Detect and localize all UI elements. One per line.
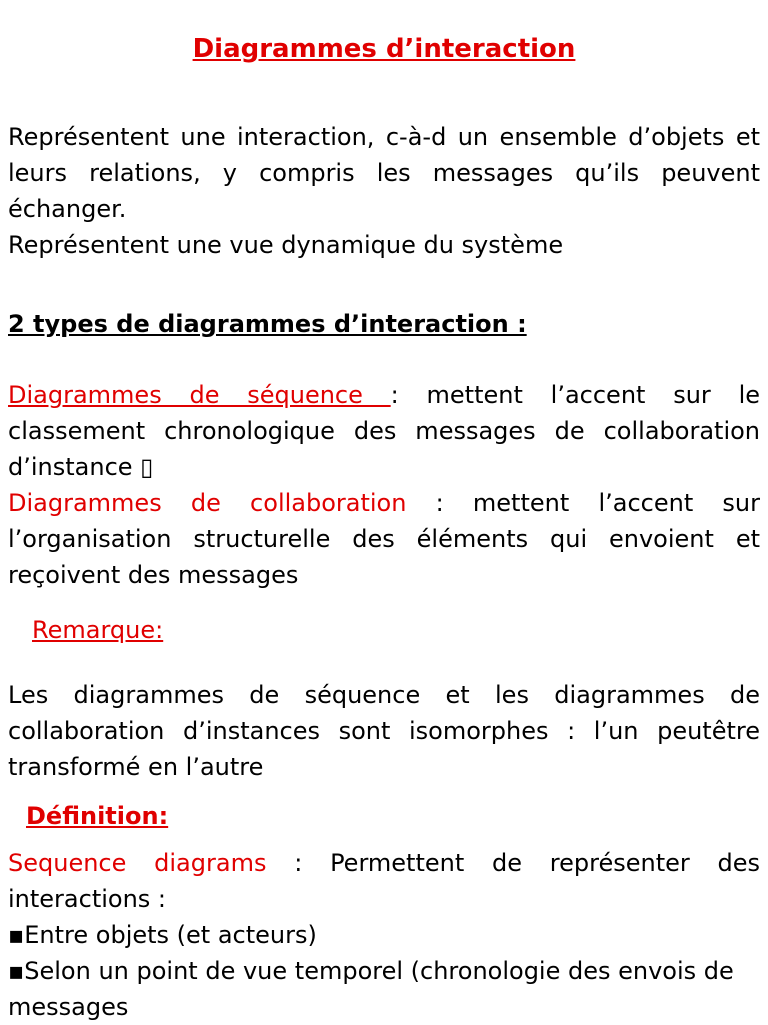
intro-section <box>8 119 760 263</box>
definition-term: Sequence diagrams <box>8 849 267 877</box>
bullet-square-icon: ▪ <box>8 921 25 949</box>
remarque-heading: Remarque: <box>32 616 164 644</box>
collaboration-term: Diagrammes de collaboration <box>8 489 407 517</box>
types-section <box>8 377 760 593</box>
list-item <box>8 953 760 1025</box>
types-heading: 2 types de diagrammes d’interaction : <box>8 310 527 338</box>
bullet-text: Selon un point de vue temporel (chronologie des envois de messages <box>8 957 734 1021</box>
intro-paragraph-dynamic: Représentent une vue dynamique du système <box>8 231 564 259</box>
list-item <box>8 917 760 953</box>
bullet-text: Entre objets (et acteurs) <box>24 921 317 949</box>
intro-paragraph: Représentent une interaction, c-à-d un ensemble d’objets et leurs relations, y compris les messages qu’ils peuvent échanger. <box>8 123 760 223</box>
remarque-text: Les diagrammes de séquence et les diagrammes de collaboration d’instances sont isomorphes : l’un peutêtre transformé en l’autre <box>8 681 760 781</box>
definition-section <box>8 845 760 1025</box>
collaboration-description: : mettent l’accent sur l’organisation structurelle des éléments qui envoient et reçoivent des messages <box>8 489 760 589</box>
bullet-square-icon: ▪ <box>8 957 25 985</box>
definition-paragraph <box>8 845 760 917</box>
sequence-description: : mettent l’accent sur le classement chronologique des messages de collaboration d’instance ▯ <box>8 381 761 481</box>
definition-description: : Permettent de représenter des interactions : <box>8 849 760 913</box>
definition-heading: Définition: <box>26 802 169 830</box>
page-title: Diagrammes d’interaction <box>192 34 576 64</box>
sequence-term: Diagrammes de séquence <box>8 381 391 409</box>
